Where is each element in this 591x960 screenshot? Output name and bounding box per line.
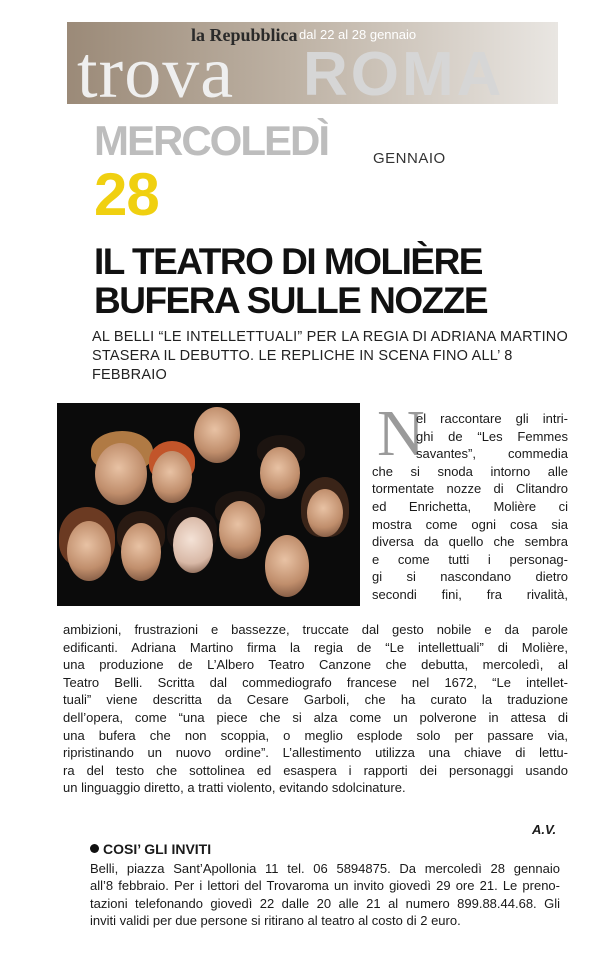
- cast-face: [152, 451, 192, 503]
- article-line: el raccontare gli intri-: [416, 411, 568, 426]
- publication-logo: la Repubblica: [191, 25, 298, 45]
- headline-line-2: BUFERA SULLE NOZZE: [94, 280, 488, 321]
- article-line: che si snoda intorno alle: [372, 463, 568, 479]
- article-headline: [94, 242, 564, 320]
- article-line: Teatro Belli. Scritta dal commediografo francese nel 1672, “Le intellet-: [63, 674, 568, 690]
- subhead-line-1: AL BELLI “LE INTELLETTUALI” PER LA REGIA DI ADRIANA MARTINO: [92, 329, 568, 345]
- headline-line-1: IL TEATRO DI MOLIÈRE: [94, 241, 482, 282]
- cast-face: [173, 517, 213, 573]
- date-weekday: MERCOLEDÌ: [94, 117, 328, 164]
- article-subheading: [92, 328, 572, 385]
- masthead-brand-trova: trova: [77, 32, 235, 104]
- info-box-title: [90, 841, 211, 857]
- article-line: ripristinando un nuovo ordine”. L’allestimento utilizza una chiave di lettu-: [63, 745, 568, 761]
- cast-face: [260, 447, 300, 499]
- article-line: tormentate nozze di Clitandro: [372, 481, 568, 497]
- article-body-side-column: [372, 410, 568, 604]
- info-title-text: COSI’ GLI INVITI: [103, 841, 212, 857]
- article-line: un linguaggio diretto, a tratti violento, evitando sdolcinature.: [63, 780, 406, 796]
- article-line: tuali” viene descritta da Cesare Garboli, che ha curato la traduzione: [63, 692, 568, 708]
- article-line: savantes”, commedia: [416, 446, 568, 462]
- masthead-brand-roma: ROMA: [303, 40, 505, 104]
- masthead-banner: [67, 22, 558, 104]
- subhead-line-2: STASERA IL DEBUTTO. LE REPLICHE IN SCENA FINO ALL’ 8 FEBBRAIO: [92, 348, 513, 383]
- info-line: all’8 febbraio. Per i lettori del Trovaroma un invito giovedì 29 ore 21. Le preno-: [90, 878, 560, 894]
- article-line: e come tutti i personag-: [372, 551, 568, 567]
- article-line: ghi de “Les Femmes: [416, 428, 568, 444]
- info-line: inviti validi per due persone si ritirano al teatro al costo di 2 euro.: [90, 913, 461, 929]
- article-line: edificanti. Adriana Martino firma la regia de “Le intellettuali” di Molière,: [63, 639, 568, 655]
- article-line: secondi fini, fra rivalità,: [372, 586, 568, 602]
- article-dropcap: N: [377, 397, 425, 470]
- cast-face: [95, 443, 147, 505]
- article-line: ambizioni, frustrazioni e bassezze, truccate dal gesto nobile e da parole: [63, 622, 568, 637]
- article-line: una bufera che non scoppia, o meglio esplode solo per passare via,: [63, 727, 568, 743]
- bullet-icon: [90, 844, 99, 853]
- article-line: ra del testo che sottolinea ed esaspera i rapporti dei personaggi usando: [63, 762, 568, 778]
- cast-face: [67, 521, 111, 581]
- article-line: ed Enrichetta, Molière ci: [372, 498, 568, 514]
- article-body-full-column: [63, 621, 568, 797]
- cast-face: [265, 535, 309, 597]
- issue-dates: dal 22 al 28 gennaio: [299, 27, 417, 42]
- cast-face: [194, 407, 240, 463]
- article-line: gi si nascondano dietro: [372, 569, 568, 585]
- cast-photo: [57, 403, 360, 606]
- cast-face: [307, 489, 343, 537]
- date-day-number: 28: [94, 161, 159, 228]
- article-line: dell’opera, come “una piece che si alza come un polverone in attesa di: [63, 709, 568, 725]
- info-line: tazioni telefonando giovedì 22 dalle 20 alle 21 al numero 899.88.44.68. Gli: [90, 895, 560, 911]
- cast-face: [121, 523, 161, 581]
- info-line: Belli, piazza Sant’Apollonia 11 tel. 06 5894875. Da mercoledì 28 gennaio: [90, 861, 560, 876]
- author-signature: A.V.: [532, 822, 557, 837]
- article-line: una produzione de L’Albero Teatro Canzone che debutta, mercoledì, al: [63, 657, 568, 673]
- article-line: mostra come ogni cosa sia: [372, 516, 568, 532]
- date-month: GENNAIO: [373, 150, 446, 167]
- info-box-text: [90, 860, 560, 930]
- article-line: diversa da quello che sembra: [372, 534, 568, 550]
- cast-face: [219, 501, 261, 559]
